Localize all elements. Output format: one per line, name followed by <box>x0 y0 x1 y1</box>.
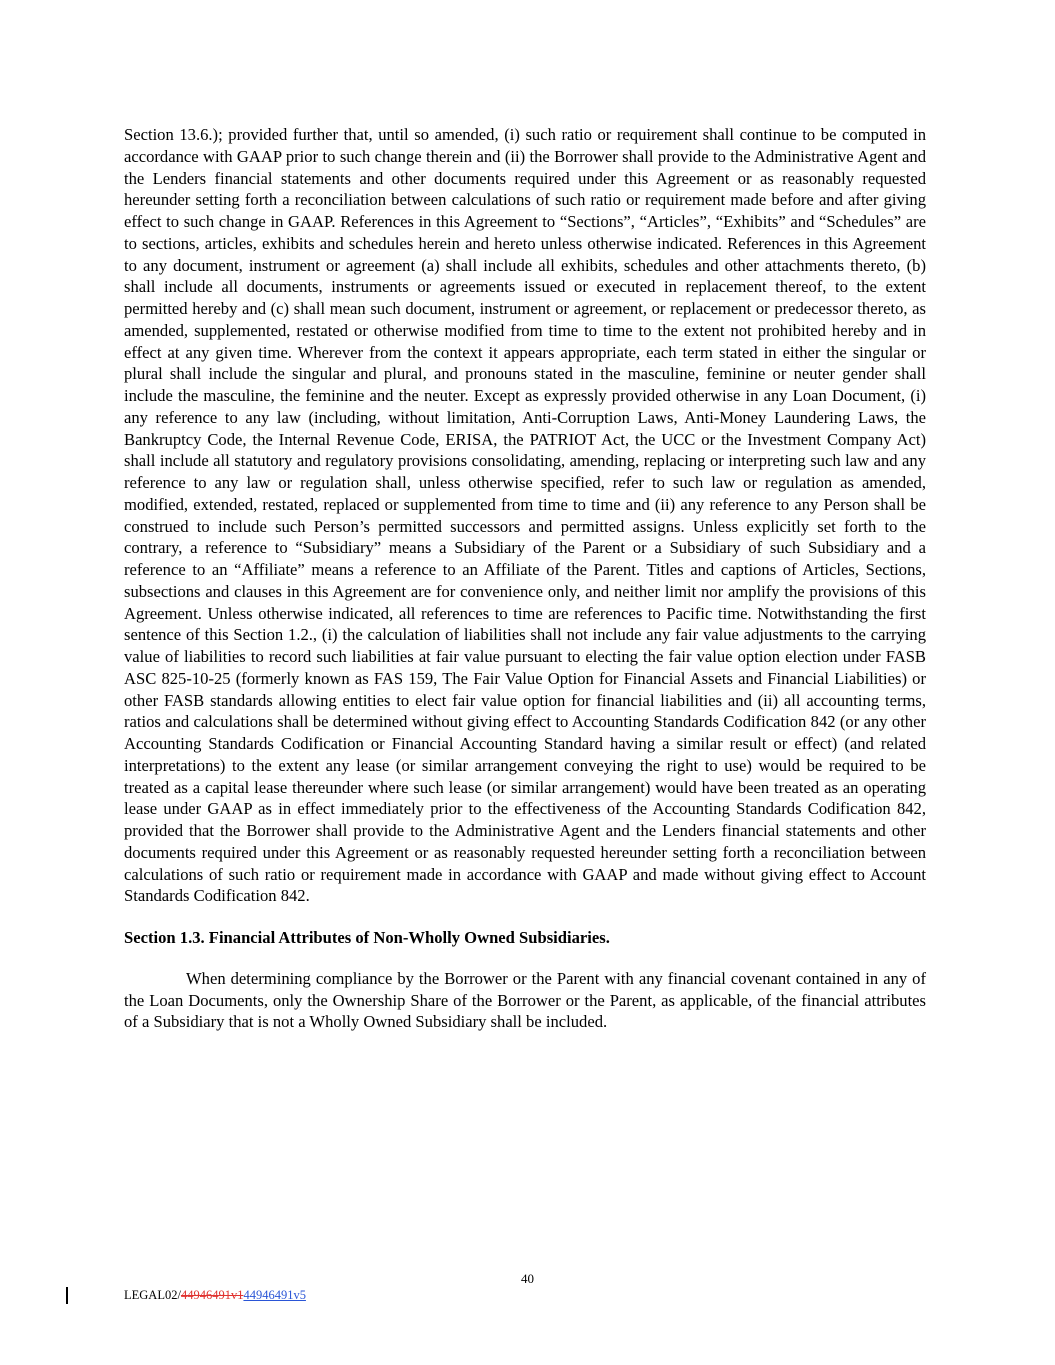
document-reference-prefix: LEGAL02/ <box>124 1288 181 1302</box>
page-number: 40 <box>521 1271 534 1286</box>
revision-change-bar <box>66 1287 68 1304</box>
page-body <box>124 124 926 1033</box>
body-paragraph-continuation: Section 13.6.); provided further that, until so amended, (i) such ratio or requirement shall continue to be computed in accordance with GAAP prior to such change therein and (ii) the Borrower shall provide to the Administrative Agent and the Lenders financial statements and other documents required under this Agreement or as reasonably requested hereunder setting forth a reconciliation between calculations of such ratio or requirement made before and after giving effect to such change in GAAP. References in this Agreement to “Sections”, “Articles”, “Exhibits” and “Schedules” are to sections, articles, exhibits and schedules herein and hereto unless otherwise indicated. References in this Agreement to any document, instrument or agreement (a) shall include all exhibits, schedules and other attachments thereto, (b) shall include all documents, instruments or agreements issued or executed in replacement thereof, to the extent permitted hereby and (c) shall mean such document, instrument or agreement, or replacement or predecessor thereto, as amended, supplemented, restated or otherwise modified from time to time to the extent not prohibited hereby and in effect at any given time. Wherever from the context it appears appropriate, each term stated in either the singular or plural shall include the singular and plural, and pronouns stated in the masculine, feminine or neuter gender shall include the masculine, the feminine and the neuter. Except as expressly provided otherwise in any Loan Document, (i) any reference to any law (including, without limitation, Anti-Corruption Laws, Anti-Money Laundering Laws, the Bankruptcy Code, the Internal Revenue Code, ERISA, the PATRIOT Act, the UCC or the Investment Company Act) shall include all statutory and regulatory provisions consolidating, amending, replacing or interpreting such law and any reference to any law or regulation shall, unless otherwise specified, refer to such law or regulation as amended, modified, extended, restated, replaced or supplemented from time to time and (ii) any reference to any Person shall be construed to include such Person’s permitted successors and permitted assigns. Unless explicitly set forth to the contrary, a reference to “Subsidiary” means a Subsidiary of the Parent or a Subsidiary of such Subsidiary and a reference to an “Affiliate” means a reference to an Affiliate of the Parent. Titles and captions of Articles, Sections, subsections and clauses in this Agreement are for convenience only, and neither limit nor amplify the provisions of this Agreement. Unless otherwise indicated, all references to time are references to Pacific time. Notwithstanding the first sentence of this Section 1.2., (i) the calculation of liabilities shall not include any fair value adjustments to the carrying value of liabilities to record such liabilities at fair value pursuant to electing the fair value option election under FASB ASC 825-10-25 (formerly known as FAS 159, The Fair Value Option for Financial Assets and Financial Liabilities) or other FASB standards allowing entities to elect fair value option for financial liabilities and (ii) all accounting terms, ratios and calculations shall be determined without giving effect to Accounting Standards Codification 842 (or any other Accounting Standards Codification or Financial Accounting Standard having a similar result or effect) (and related interpretations) to the extent any lease (or similar arrangement conveying the right to use) would be required to be treated as a capital lease thereunder where such lease (or similar arrangement) would have been treated as an operating lease under GAAP as in effect immediately prior to the effectiveness of the Accounting Standards Codification 842, provided that the Borrower shall provide to the Administrative Agent and the Lenders financial statements and other documents required under this Agreement or as reasonably requested hereunder setting forth a reconciliation between calculations of such ratio or requirement made in accordance with GAAP and made without giving effect to Account Standards Codification 842. <box>124 125 926 906</box>
deleted-version-text: 44946491v1 <box>180 1288 244 1302</box>
section-heading: Section 1.3. Financial Attributes of Non-Wholly Owned Subsidiaries. <box>124 928 610 947</box>
inserted-version-text: 44946491v5 <box>243 1288 306 1302</box>
body-paragraph-section-1-3: When determining compliance by the Borrower or the Parent with any financial covenant contained in any of the Loan Documents, only the Ownership Share of the Borrower or the Parent, as applicable, of the financial attributes of a Subsidiary that is not a Wholly Owned Subsidiary shall be included. <box>124 968 926 1032</box>
document-reference <box>124 1288 306 1303</box>
